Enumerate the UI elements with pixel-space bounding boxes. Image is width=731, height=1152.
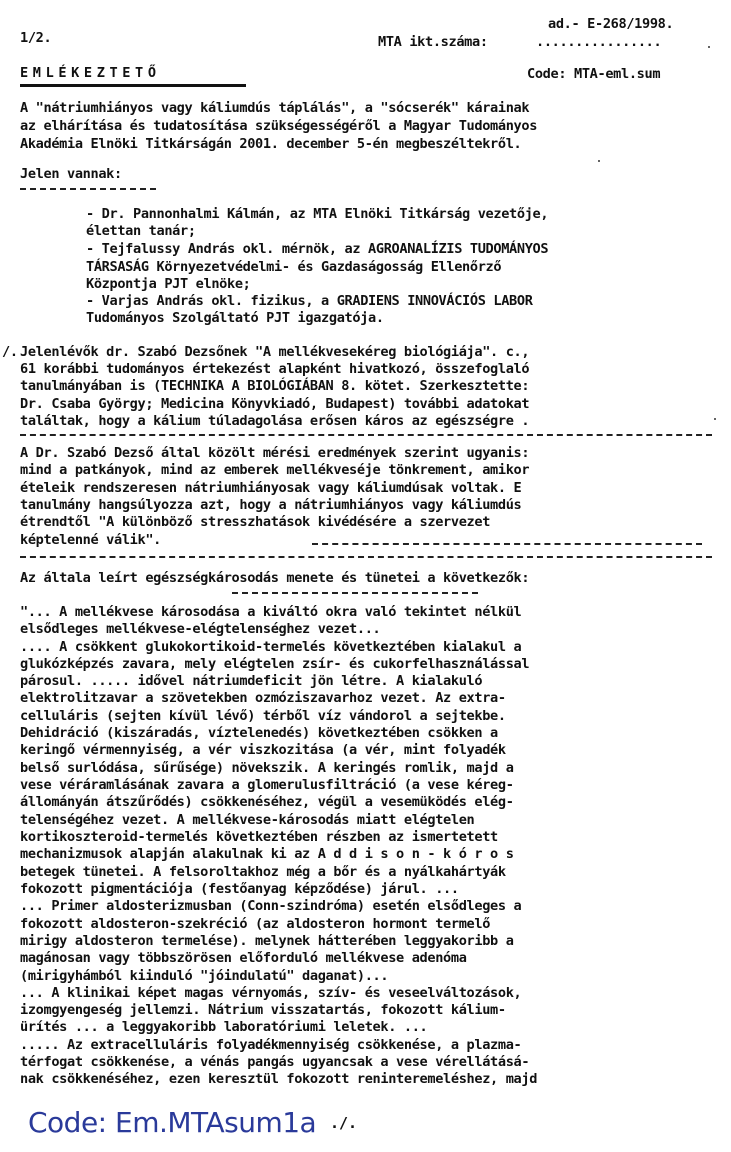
symptoms-heading-underline xyxy=(232,592,478,594)
title-underline xyxy=(20,84,246,87)
attendee-item: - Dr. Pannonhalmi Kálmán, az MTA Elnöki Titkárság vezetője, xyxy=(86,206,549,222)
margin-mark: /. xyxy=(2,344,18,360)
attendee-item: - Varjas András okl. fizikus, a GRADIENS INNOVÁCIÓS LABOR xyxy=(86,293,533,309)
mta-registration-label: MTA ikt.száma: xyxy=(378,34,488,50)
attendees-heading: Jelen vannak: xyxy=(20,166,122,182)
mta-registration-value: ................ xyxy=(536,34,662,50)
symptoms-heading: Az általa leírt egészségkárosodás menete és tünetei a következők: xyxy=(20,570,530,586)
page-number: 1/2. xyxy=(20,30,52,46)
reference-number: ad.- E-268/1998. xyxy=(548,16,674,32)
document-type-title: EMLÉKEZTETŐ xyxy=(20,65,161,81)
scan-speck xyxy=(708,46,710,48)
document-code: Code: MTA-eml.sum xyxy=(527,66,661,82)
paragraph-1-dashed-underline xyxy=(20,434,712,436)
scan-speck xyxy=(714,418,716,420)
attendee-item: - Tejfalussy András okl. mérnök, az AGROANALÍZIS TUDOMÁNYOS xyxy=(86,241,549,257)
heading-dashed-underline xyxy=(20,188,156,190)
footer-page-mark: ./. xyxy=(330,1114,358,1132)
scan-speck xyxy=(598,160,600,162)
separator-dashed-line xyxy=(20,556,712,558)
footer-code: Code: Em.MTAsum1a xyxy=(28,1106,317,1139)
paragraph-2-dashed-underline xyxy=(312,543,702,545)
